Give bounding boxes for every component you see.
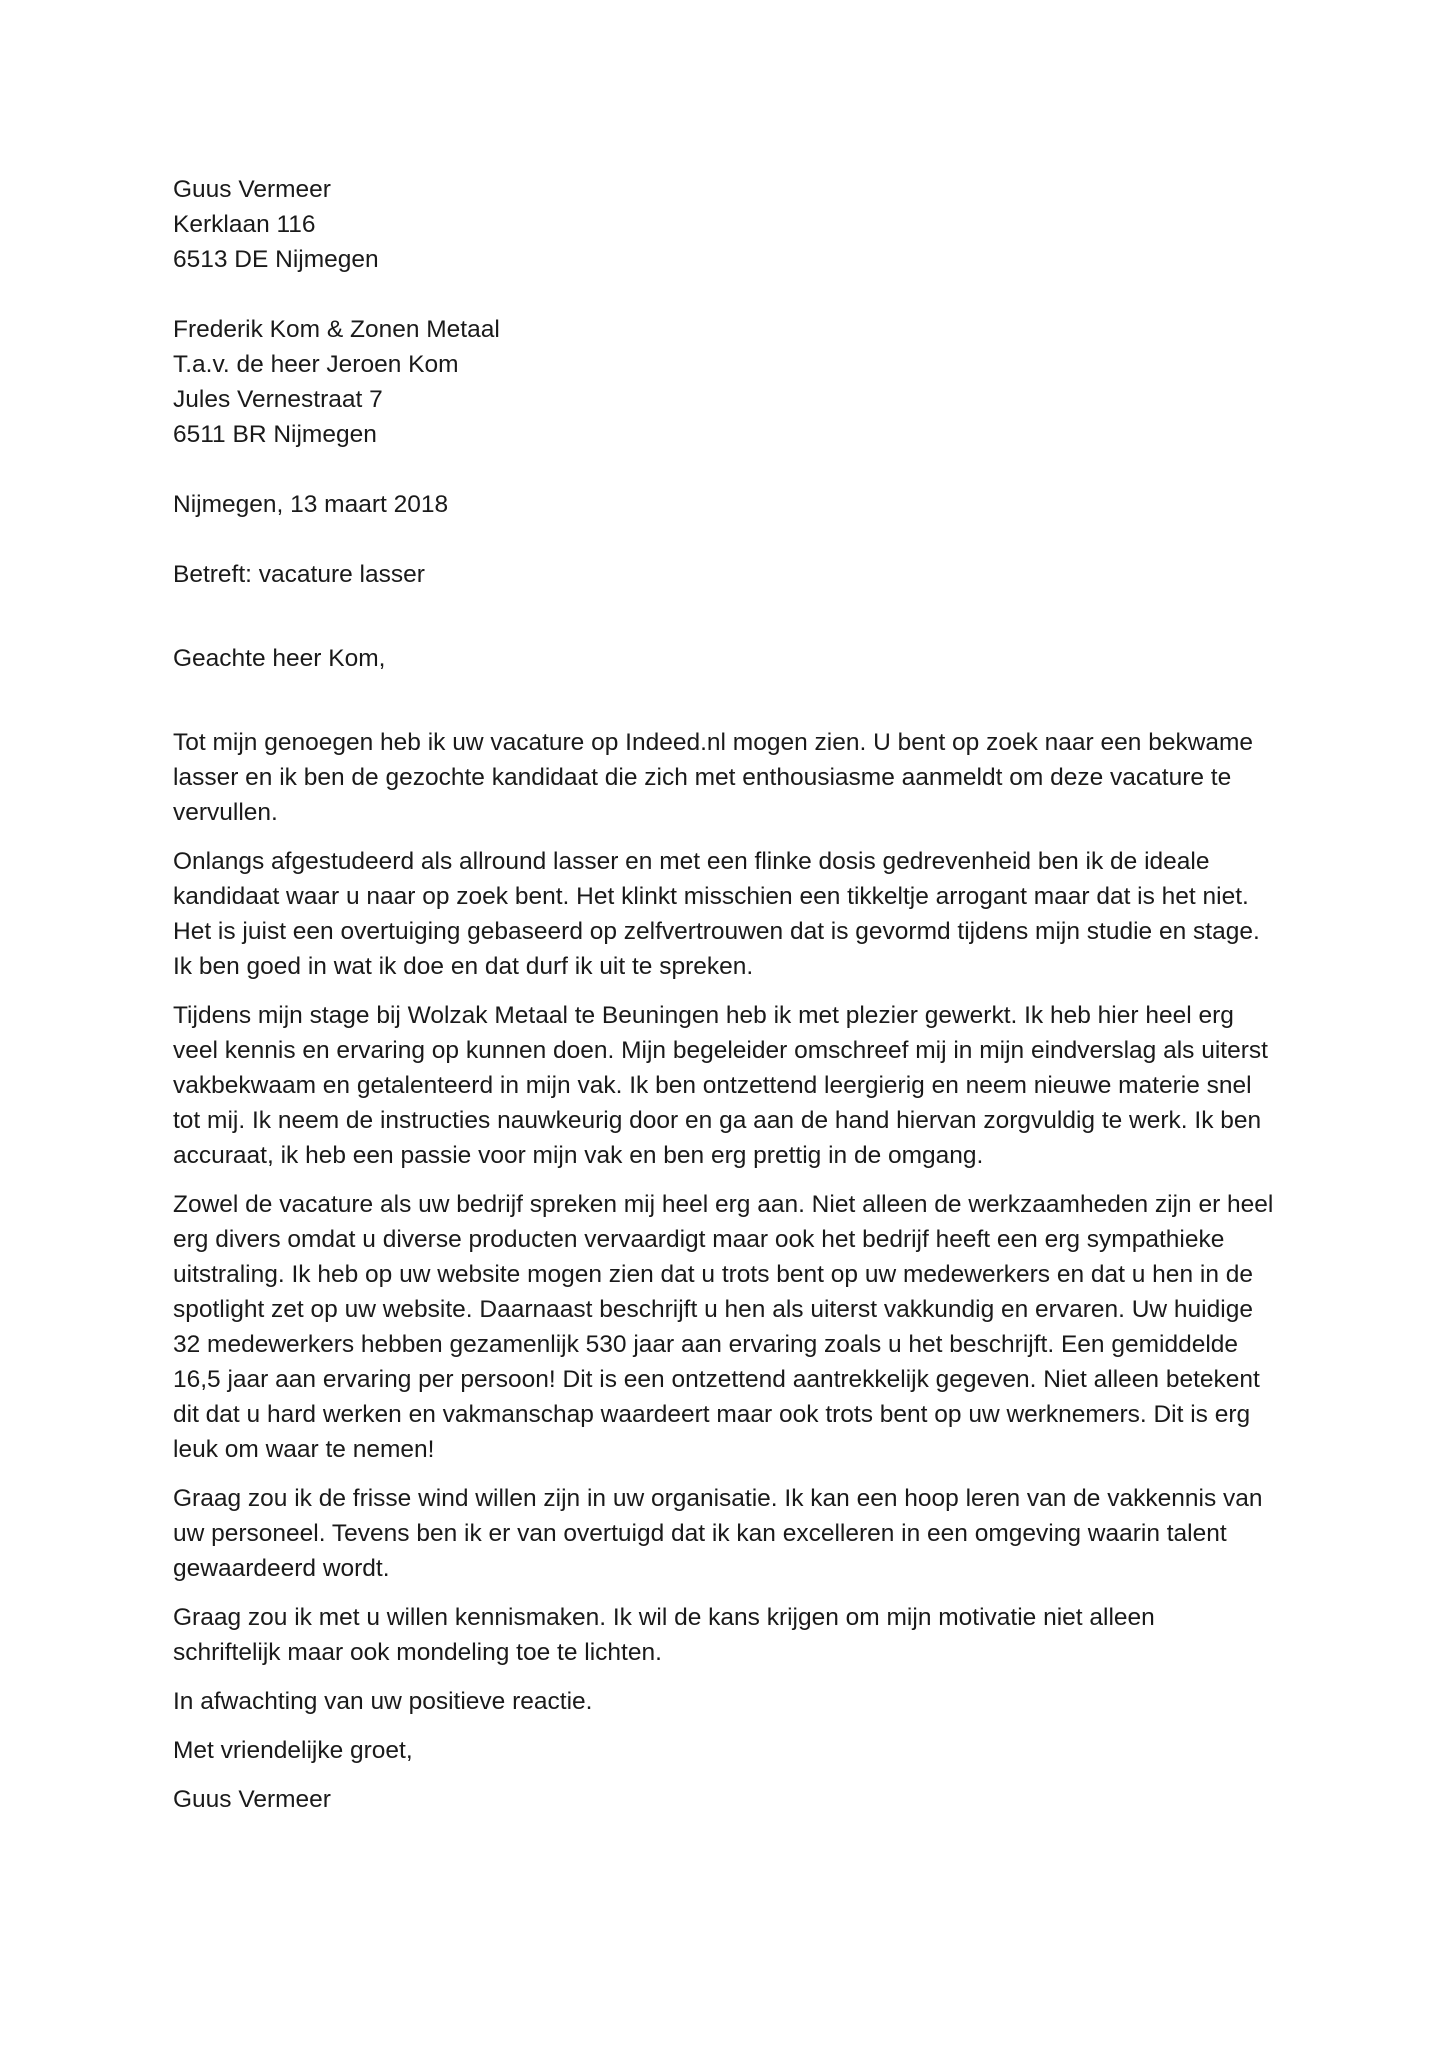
body-paragraph — [173, 725, 1303, 830]
paragraph-line: Onlangs afgestudeerd als allround lasser en met een flinke dosis gedrevenheid ben ik de ideale — [173, 848, 1210, 875]
body-paragraph — [173, 844, 1303, 984]
paragraph-line: Ik ben goed in wat ik doe en dat durf ik uit te spreken. — [173, 953, 754, 980]
paragraph-line: tot mij. Ik neem de instructies nauwkeurig door en ga aan de hand hiervan zorgvuldig te werk. Ik ben — [173, 1107, 1262, 1134]
body-paragraph — [173, 1187, 1303, 1467]
paragraph-line: Graag zou ik met u willen kennismaken. Ik wil de kans krijgen om mijn motivatie niet alleen — [173, 1604, 1155, 1631]
sender-address — [173, 172, 1303, 277]
body-paragraph — [173, 1481, 1303, 1586]
paragraph-line: uw personeel. Tevens ben ik er van overtuigd dat ik kan excelleren in een omgeving waarin talent — [173, 1520, 1227, 1547]
paragraph-line: leuk om waar te nemen! — [173, 1436, 435, 1463]
paragraph-line: accuraat, ik heb een passie voor mijn vak en ben erg prettig in de omgang. — [173, 1142, 984, 1169]
paragraph-line: Tot mijn genoegen heb ik uw vacature op Indeed.nl mogen zien. U bent op zoek naar een bekwame — [173, 729, 1254, 756]
paragraph-line: Het is juist een overtuiging gebaseerd op zelfvertrouwen dat is gevormd tijdens mijn studie en stage. — [173, 918, 1260, 945]
letter-content — [173, 172, 1303, 1817]
closing-greeting: Met vriendelijke groet, — [173, 1737, 413, 1764]
paragraph-line: veel kennis en ervaring op kunnen doen. Mijn begeleider omschreef mij in mijn eindverslag als uiterst — [173, 1037, 1268, 1064]
closing-remark: In afwachting van uw positieve reactie. — [173, 1688, 593, 1715]
recipient-city: 6511 BR Nijmegen — [173, 421, 377, 448]
paragraph-line: uitstraling. Ik heb op uw website mogen zien dat u trots bent op uw medewerkers en dat u hen in de — [173, 1261, 1253, 1288]
letter-salutation: Geachte heer Kom, — [173, 645, 386, 672]
signature-name: Guus Vermeer — [173, 1786, 331, 1813]
recipient-attention: T.a.v. de heer Jeroen Kom — [173, 351, 459, 378]
letter-subject: Betreft: vacature lasser — [173, 561, 425, 588]
paragraph-line: vakbekwaam en getalenteerd in mijn vak. Ik ben ontzettend leergierig en neem nieuwe materie snel — [173, 1072, 1252, 1099]
paragraph-line: dit dat u hard werken en vakmanschap waardeert maar ook trots bent op uw werknemers. Dit is erg — [173, 1401, 1251, 1428]
paragraph-line: Zowel de vacature als uw bedrijf spreken mij heel erg aan. Niet alleen de werkzaamheden zijn er heel — [173, 1191, 1274, 1218]
sender-city: 6513 DE Nijmegen — [173, 246, 379, 273]
paragraph-line: 32 medewerkers hebben gezamenlijk 530 jaar aan ervaring zoals u het beschrijft. Een gemiddelde — [173, 1331, 1239, 1358]
paragraph-line: 16,5 jaar aan ervaring per persoon! Dit is een ontzettend aantrekkelijk gegeven. Niet alleen betekent — [173, 1366, 1260, 1393]
paragraph-line: schriftelijk maar ook mondeling toe te lichten. — [173, 1639, 662, 1666]
sender-street: Kerklaan 116 — [173, 211, 316, 238]
paragraph-line: gewaardeerd wordt. — [173, 1555, 390, 1582]
paragraph-line: vervullen. — [173, 799, 278, 826]
paragraph-line: lasser en ik ben de gezochte kandidaat die zich met enthousiasme aanmeldt om deze vacature te — [173, 764, 1232, 791]
paragraph-line: spotlight zet op uw website. Daarnaast beschrijft u hen als uiterst vakkundig en ervaren. Uw huidige — [173, 1296, 1253, 1323]
body-paragraph — [173, 1600, 1303, 1670]
letter-date: Nijmegen, 13 maart 2018 — [173, 491, 449, 518]
recipient-street: Jules Vernestraat 7 — [173, 386, 383, 413]
recipient-company: Frederik Kom & Zonen Metaal — [173, 316, 500, 343]
paragraph-line: Tijdens mijn stage bij Wolzak Metaal te Beuningen heb ik met plezier gewerkt. Ik heb hier heel erg — [173, 1002, 1234, 1029]
body-paragraph — [173, 998, 1303, 1173]
paragraph-line: erg divers omdat u diverse producten vervaardigt maar ook het bedrijf heeft een erg sympathieke — [173, 1226, 1225, 1253]
recipient-address — [173, 312, 1303, 452]
paragraph-line: kandidaat waar u naar op zoek bent. Het klinkt misschien een tikkeltje arrogant maar dat is het niet. — [173, 883, 1249, 910]
paragraph-line: Graag zou ik de frisse wind willen zijn in uw organisatie. Ik kan een hoop leren van de vakkennis van — [173, 1485, 1263, 1512]
sender-name: Guus Vermeer — [173, 176, 331, 203]
